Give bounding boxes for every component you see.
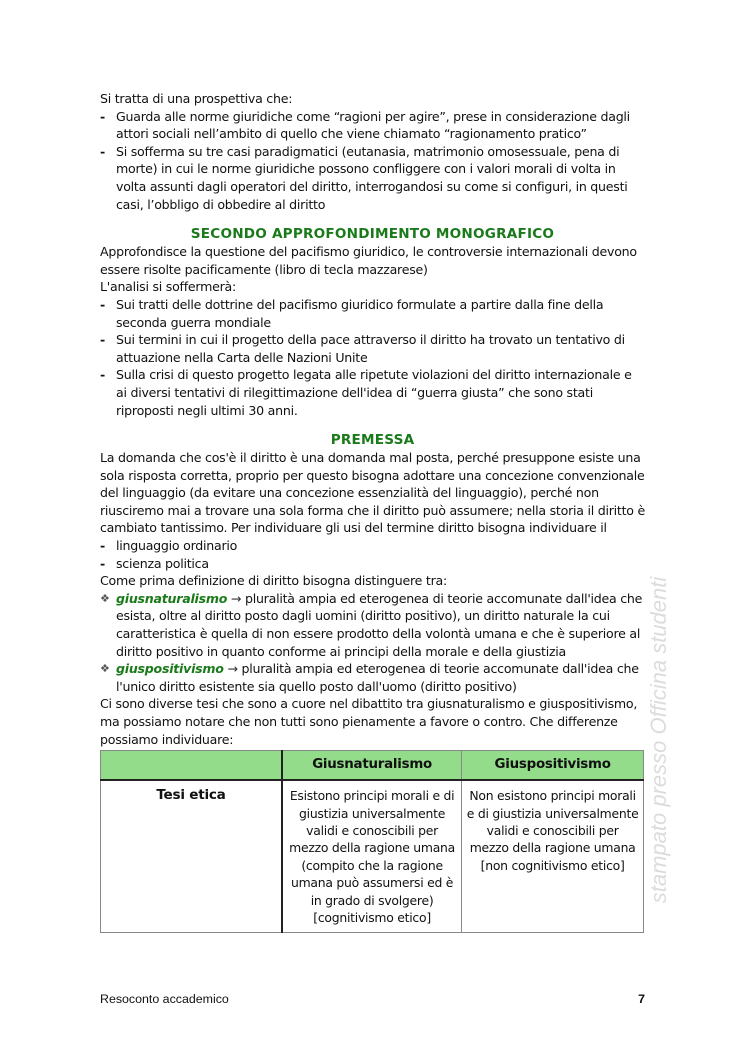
- list-item: - Si sofferma su tre casi paradigmatici (eutanasia, matrimonio omosessuale, pena di morte) in cui le norme giuridiche possono confliggere con i valori morali di volta in volta assunti dagli operatori del diritto, interrogandosi su come si configuri, in questi casi, l’obbligo di obbedire al diritto: [100, 143, 628, 212]
- intro-lead: Si tratta di una prospettiva che:: [100, 91, 293, 106]
- table-header-empty: [101, 751, 282, 781]
- dash-bullet-icon: -: [100, 143, 105, 159]
- definition-giusnaturalismo: [100, 590, 645, 660]
- table-row: [101, 780, 644, 932]
- definition-term: giusnaturalismo: [116, 590, 228, 606]
- arrow-right-icon: →: [227, 661, 238, 677]
- list-item: - scienza politica: [100, 555, 209, 571]
- definition-text: pluralità ampia ed eterogenea di teorie accomunate dall'idea che esista, oltre al diritto posto dagli uomini (diritto positivo), un diritto naturale la cui caratteristica è quella di non essere prodotto della volontà umana e che è superiore al diritto positivo in quanto conforme ai principi della morale e della giustizia: [116, 590, 643, 659]
- arrow-right-icon: →: [230, 590, 242, 606]
- section2-paragraph: Approfondisce la questione del pacifismo giuridico, le controversie internazionali devono essere risolte pacificamente (libro di tecla mazzarese): [100, 244, 637, 277]
- watermark-text: stampato presso Officina studenti: [646, 576, 671, 904]
- watermark: [648, 540, 670, 940]
- list-item: - Sulla crisi di questo progetto legata alle ripetute violazioni del diritto internazionale e ai diversi tentativi di rilegittimazione dell'idea di “guerra giusta” che sono stati riproposti negli ultimi 30 anni.: [100, 367, 632, 418]
- table-row-label: Tesi etica: [101, 780, 282, 932]
- page-number: 7: [638, 992, 645, 1006]
- diamond-bullet-icon: ❖: [100, 591, 110, 605]
- page-footer: [100, 992, 645, 1006]
- comparison-table: [100, 750, 644, 933]
- dash-bullet-icon: -: [100, 555, 105, 571]
- dash-bullet-icon: -: [100, 108, 105, 124]
- section-heading-secondo-approfondimento: SECONDO APPROFONDIMENTO MONOGRAFICO: [190, 226, 555, 243]
- table-header-giusnaturalismo: Giusnaturalismo: [282, 751, 462, 781]
- list-item: - Guarda alle norme giuridiche come “ragioni per agire”, prese in considerazione dagli attori sociali nell’ambito di quello che viene chiamato “ragionamento pratico”: [100, 108, 630, 142]
- premessa-lead: Come prima definizione di diritto bisogna distinguere tra:: [100, 573, 448, 589]
- footer-title: Resoconto accademico: [100, 992, 229, 1006]
- list-item: - Sui tratti delle dottrine del pacifismo giuridico formulate a partire dalla fine della seconda guerra mondiale: [100, 296, 604, 330]
- dash-bullet-icon: -: [100, 296, 105, 312]
- definition-giuspositivismo: [100, 660, 645, 695]
- document-page: [100, 90, 645, 933]
- section2-lead: L'analisi si soffermerà:: [100, 279, 237, 295]
- table-cell-giusnaturalismo: Esistono principi morali e di giustizia universalmente validi e conoscibili per mezzo della ragione umana (compito che la ragione umana può assumersi ed è in grado di svolgere) [cognitivismo etico]: [282, 780, 462, 932]
- dash-bullet-icon: -: [100, 538, 105, 554]
- table-header-giuspositivismo: Giuspositivismo: [462, 751, 644, 781]
- definition-term: giuspositivismo: [116, 661, 224, 677]
- list-item: - Sui termini in cui il progetto della pace attraverso il diritto ha trovato un tentativo di attuazione nella Carta delle Nazioni Unite: [100, 332, 625, 365]
- section-heading-premessa: PREMESSA: [330, 432, 415, 449]
- definition-text: pluralità ampia ed eterogenea di teorie accomunate dall'idea che l'unico diritto esistente sia quello posto dall'uomo (diritto positivo): [116, 661, 639, 694]
- section2-list: [100, 296, 645, 419]
- dash-bullet-icon: -: [100, 332, 105, 348]
- dash-bullet-icon: -: [100, 367, 105, 383]
- table-header-row: [101, 751, 644, 781]
- table-cell-giuspositivismo: Non esistono principi morali e di giustizia universalmente validi e conoscibili per mezzo della ragione umana [non cognitivismo etico]: [462, 780, 644, 932]
- diamond-bullet-icon: ❖: [100, 662, 110, 676]
- list-item: - linguaggio ordinario: [100, 538, 238, 554]
- intro-list: [100, 108, 645, 214]
- premessa-closing: Ci sono diverse tesi che sono a cuore nel dibattito tra giusnaturalismo e giuspositivismo, ma possiamo notare che non tutti sono pienamente a favore o contro. Che differenze possiamo individuare:: [100, 696, 638, 747]
- premessa-list: [100, 537, 645, 572]
- definitions-list: [100, 590, 645, 696]
- premessa-paragraph: La domanda che cos'è il diritto è una domanda mal posta, perché presuppone esiste una sola risposta corretta, proprio per questo bisogna adottare una concezione convenzionale del linguaggio (da evitare una concezione essenzialità del linguaggio), perché non riusciremo mai a trovare una sola forma che il diritto può assumere; nella storia il diritto è cambiato tantissimo. Per individuare gli usi del termine diritto bisogna individuare il: [100, 450, 645, 536]
